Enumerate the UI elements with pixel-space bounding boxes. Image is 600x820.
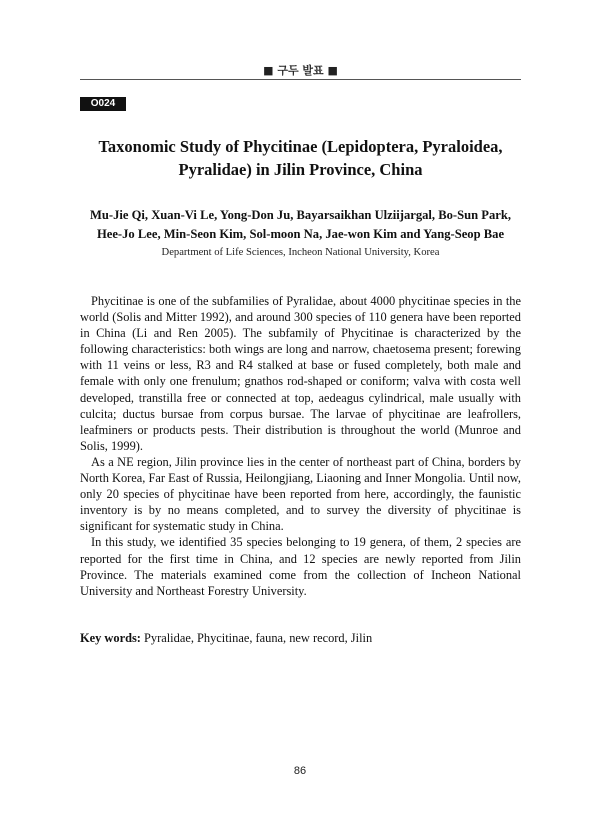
abstract-paragraph: As a NE region, Jilin province lies in the center of northeast part of China, borders by North Korea, Far East of Russia, Heilongjiang, Liaoning and Inner Mongolia. Until now, only 20 species of phycitinae have been reported from here, accordingly, the faunistic inventory is by no means completed, and to survey the diversity of phycitinae is significant for systematic study in China. <box>80 454 521 534</box>
presentation-code-badge: O024 <box>80 97 126 111</box>
section-header: ■ 구두 발표 ■ <box>263 64 338 77</box>
abstract-paragraph: In this study, we identified 35 species belonging to 19 genera, of them, 2 species are reported for the first time in China, and 12 species are newly reported from Jilin Province. The materials examined come from the collection of Incheon National University and Northeast Forestry University. <box>80 535 521 598</box>
keywords-text: Pyralidae, Phycitinae, fauna, new record, Jilin <box>144 631 373 645</box>
authors-line-1: Mu-Jie Qi, Xuan-Vi Le, Yong-Don Ju, Bayarsaikhan Ulziijargal, Bo-Sun Park, <box>90 208 511 222</box>
page-number: 86 <box>293 765 307 777</box>
abstract-paragraph: Phycitinae is one of the subfamilies of Pyralidae, about 4000 phycitinae species in the world (Solis and Mitter 1992), and around 300 species of 110 genera have been reported in China (Li and Ren 2005). The subfamily of Phycitinae is characterized by the following characteristics: both wings are long and narrow, chaetosema present; forewing with 11 veins or less, R3 and R4 stalked at base or fused completely, both male and female with only one frenulum; gnathos rod-shaped or coniform; valva with costa well developed, transtilla free or connected at top, aedeagus cylindrical, male usually with culcita; ductus bursae from corpus bursae. The larvae of phycitinae are leafrollers, leafminers or products pests. Their distribution is throughout the world (Munroe and Solis, 1999). <box>80 294 521 453</box>
abstract-body <box>80 293 521 599</box>
keywords-label: Key words: <box>80 631 141 645</box>
paper-title <box>80 135 521 181</box>
author-list <box>70 206 531 244</box>
title-line-1: Taxonomic Study of Phycitinae (Lepidoptera, Pyraloidea, <box>98 137 503 156</box>
title-line-2: Pyralidae) in Jilin Province, China <box>178 160 423 179</box>
affiliation: Department of Life Sciences, Incheon National University, Korea <box>161 247 440 258</box>
authors-line-2: Hee-Jo Lee, Min-Seon Kim, Sol-moon Na, Jae-won Kim and Yang-Seop Bae <box>96 227 505 241</box>
keywords <box>80 631 521 646</box>
header-rule <box>80 79 521 80</box>
